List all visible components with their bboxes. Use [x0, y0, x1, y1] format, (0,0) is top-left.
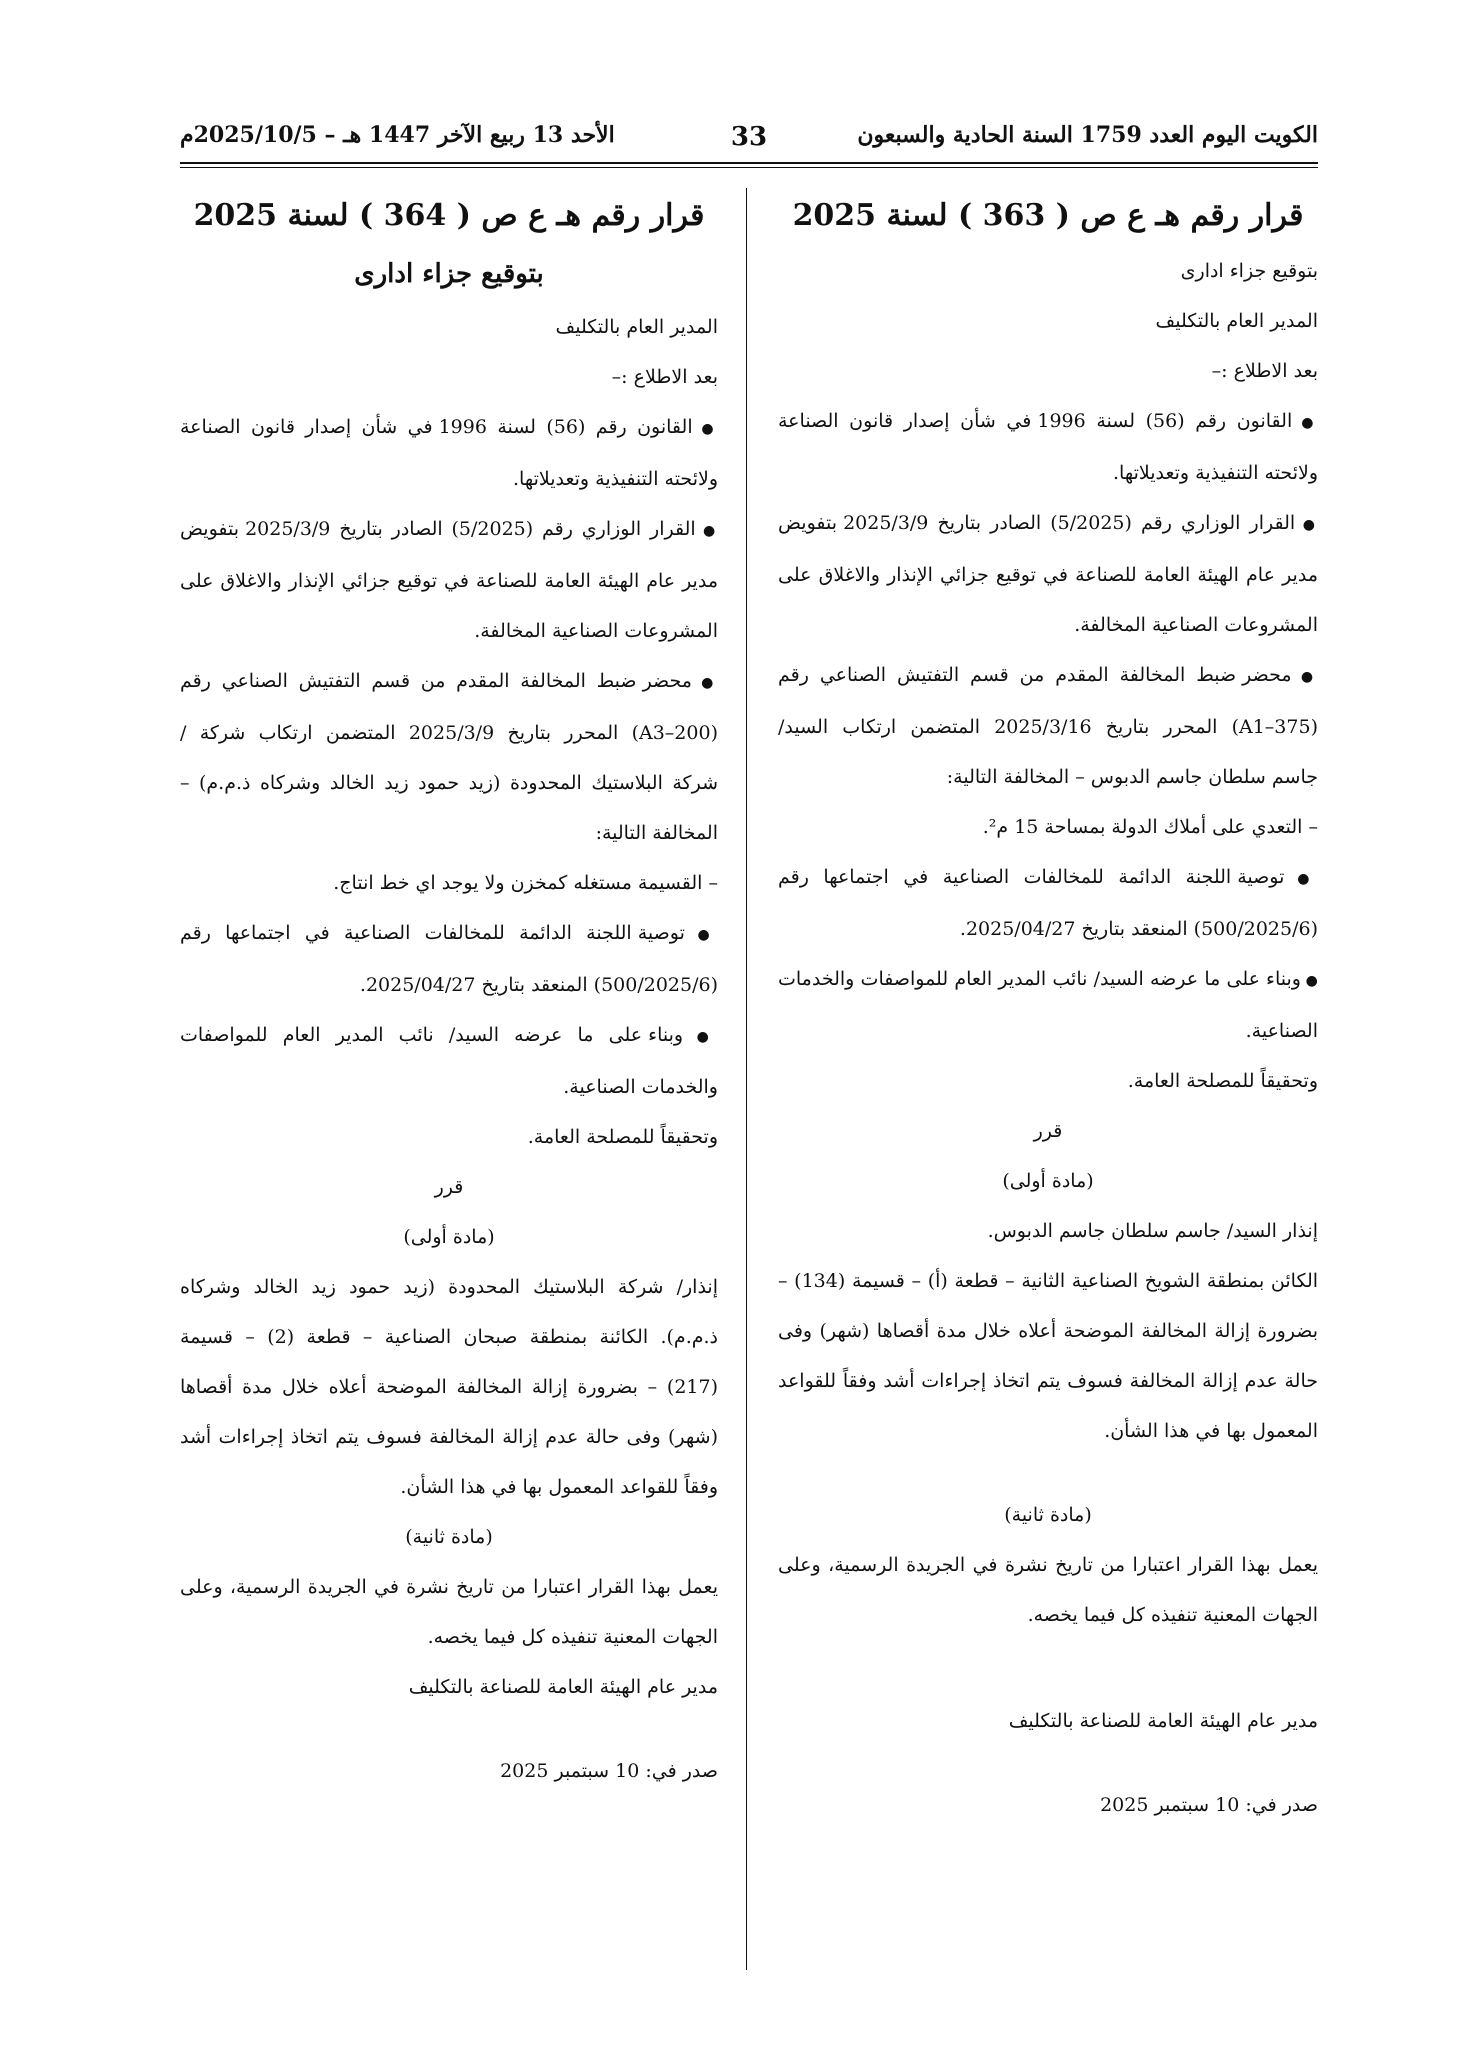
signature: مدير عام الهيئة العامة للصناعة بالتكليف — [1008, 1710, 1318, 1732]
clause-law: ● القانون رقم (56) لسنة 1996 في شأن إصدار قانون الصناعة ولائحته التنفيذية وتعديلاتها. — [778, 396, 1318, 498]
header-rule-thin — [180, 167, 1318, 168]
issuer: المدير العام بالتكليف — [1155, 310, 1318, 332]
clause-ministerial-decision: ● القرار الوزاري رقم (5/2025) الصادر بتاريخ 2025/3/9 بتفويض مدير عام الهيئة العامة للصناعة في توقيع جزائي الإنذار والاغلاق على المشروعات الصناعية المخالفة. — [180, 504, 718, 656]
article-one-heading: (مادة أولى) — [1002, 1170, 1094, 1192]
issued-date: صدر في: 10 سبتمبر 2025 — [1100, 1794, 1318, 1816]
public-interest: وتحقيقاً للمصلحة العامة. — [527, 1126, 718, 1148]
clause-deputy-presentation: ● وبناء على ما عرضه السيد/ نائب المدير العام للمواصفات والخدمات الصناعية. — [180, 1010, 718, 1112]
decided-heading: قرر — [434, 1176, 464, 1198]
warning-name: إنذار السيد/ جاسم سلطان جاسم الدبوس. — [987, 1220, 1318, 1242]
clause-deputy-presentation: ● وبناء على ما عرضه السيد/ نائب المدير العام للمواصفات والخدمات الصناعية. — [778, 954, 1318, 1056]
decision-title: قرار رقم هـ ع ص ( 363 ) لسنة 2025 — [792, 198, 1304, 233]
issuer: المدير العام بالتكليف — [555, 316, 718, 338]
article-two-heading: (مادة ثانية) — [1004, 1504, 1092, 1526]
gazette-issue-info: الكويت اليوم العدد 1759 السنة الحادية والسبعون — [857, 122, 1318, 148]
page-header — [180, 118, 1318, 158]
decided-heading: قرر — [1033, 1120, 1063, 1142]
clause-violation-report: ● محضر ضبط المخالفة المقدم من قسم التفتيش الصناعي رقم (A3–200) المحرر بتاريخ 2025/3/9 المتضمن ارتكاب شركة / شركة البلاستيك المحدودة (زيد حمود زيد الخالد وشركاه ذ.م.م) – المخالفة التالية: — [180, 656, 718, 858]
article-one-text: الكائن بمنطقة الشويخ الصناعية الثانية – قطعة (أ) – قسيمة (134) – بضرورة إزالة المخالفة الموضحة أعلاه خلال مدة أقصاها (شهر) وفى حالة عدم إزالة المخالفة فسوف يتم اتخاذ إجراءات أشد وفقاً للقواعد المعمول بها في هذا الشأن. — [778, 1270, 1319, 1442]
public-interest: وتحقيقاً للمصلحة العامة. — [1127, 1070, 1318, 1092]
decision-subject: بتوقيع جزاء اداری — [1180, 260, 1318, 282]
header-rule-thick — [180, 162, 1318, 164]
page-number: 33 — [730, 122, 768, 152]
clause-committee-recommendation: ● توصية اللجنة الدائمة للمخالفات الصناعية في اجتماعها رقم (500/2025/6) المنعقد بتاريخ 2025/04/27. — [180, 908, 718, 1010]
clause-ministerial-decision: ● القرار الوزاري رقم (5/2025) الصادر بتاريخ 2025/3/9 بتفويض مدير عام الهيئة العامة للصناعة في توقيع جزائي الإنذار والاغلاق على المشروعات الصناعية المخالفة. — [778, 498, 1318, 650]
violation-text: – القسيمة مستغله كمخزن ولا يوجد اي خط انتاج. — [333, 872, 718, 894]
violation-text: – التعدي على أملاك الدولة بمساحة 15 م². — [982, 816, 1318, 838]
issue-date: الأحد 13 ربيع الآخر 1447 هـ – 2025/10/5م — [180, 122, 615, 148]
article-two-heading: (مادة ثانية) — [405, 1526, 493, 1548]
clause-violation-report: ● محضر ضبط المخالفة المقدم من قسم التفتيش الصناعي رقم (A1–375) المحرر بتاريخ 2025/3/16 المتضمن ارتكاب السيد/ جاسم سلطان جاسم الدبوس – المخالفة التالية: — [778, 650, 1318, 802]
signature: مدير عام الهيئة العامة للصناعة بالتكليف — [408, 1676, 718, 1698]
issued-date: صدر في: 10 سبتمبر 2025 — [500, 1760, 718, 1782]
clause-committee-recommendation: ● توصية اللجنة الدائمة للمخالفات الصناعية في اجتماعها رقم (500/2025/6) المنعقد بتاريخ 2025/04/27. — [778, 852, 1318, 954]
clause-law: ● القانون رقم (56) لسنة 1996 في شأن إصدار قانون الصناعة ولائحته التنفيذية وتعديلاتها. — [180, 402, 718, 504]
article-one-heading: (مادة أولى) — [403, 1226, 495, 1248]
decision-364 — [180, 186, 718, 1796]
column-divider — [746, 188, 747, 1970]
article-two-text: يعمل بهذا القرار اعتبارا من تاريخ نشرة في الجريدة الرسمية، وعلى الجهات المعنية تنفيذه كل فيما يخصه. — [180, 1576, 718, 1648]
decision-title: قرار رقم هـ ع ص ( 364 ) لسنة 2025 — [193, 198, 705, 233]
after-review: بعد الاطلاع :– — [1211, 360, 1318, 382]
after-review: بعد الاطلاع :– — [611, 366, 718, 388]
article-two-text: يعمل بهذا القرار اعتبارا من تاريخ نشرة في الجريدة الرسمية، وعلى الجهات المعنية تنفيذه كل فيما يخصه. — [778, 1554, 1318, 1626]
article-one-text: إنذار/ شركة البلاستيك المحدودة (زيد حمود زيد الخالد وشركاه ذ.م.م). الكائنة بمنطقة صبحان الصناعية – قطعة (2) – قسيمة (217) – بضرورة إزالة المخالفة الموضحة أعلاه خلال مدة أقصاها (شهر) وفى حالة عدم إزالة المخالفة فسوف يتم اتخاذ إجراءات أشد وفقاً للقواعد المعمول بها في هذا الشأن. — [180, 1276, 718, 1498]
decision-363 — [778, 186, 1318, 1830]
decision-subject: بتوقيع جزاء اداری — [354, 259, 544, 289]
